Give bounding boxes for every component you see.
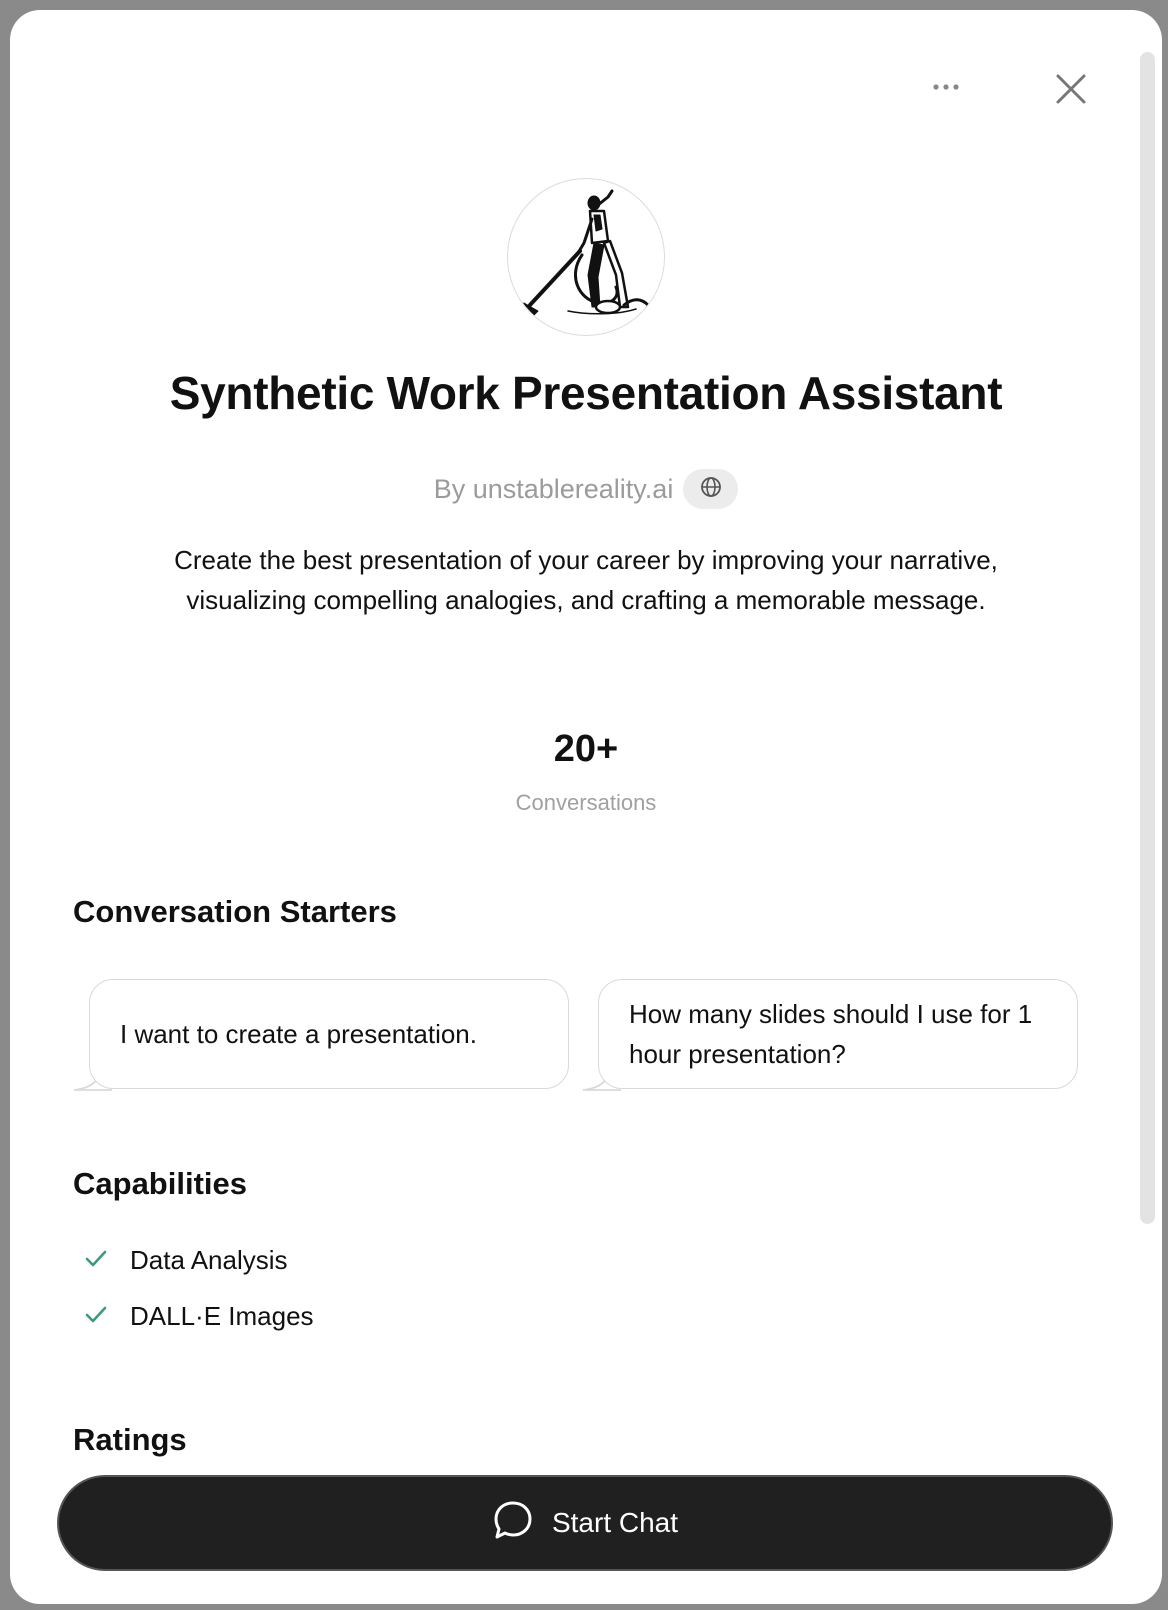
chat-bubble-icon xyxy=(492,1499,534,1548)
scrollbar-thumb[interactable] xyxy=(1140,52,1155,1224)
gpt-description: Create the best presentation of your career by improving your narrative, visualizing compelling analogies, and crafting a memorable message. xyxy=(174,545,998,615)
conversation-count-label: Conversations xyxy=(515,790,657,815)
vacuum-worker-icon xyxy=(508,179,665,336)
check-icon xyxy=(84,1245,108,1276)
author-byline xyxy=(10,469,1162,509)
ellipsis-icon xyxy=(932,78,960,96)
capability-label: DALL·E Images xyxy=(130,1301,314,1331)
check-icon xyxy=(84,1301,108,1332)
capability-label: Data Analysis xyxy=(130,1245,288,1275)
capability-item xyxy=(84,1301,314,1332)
conversation-starter-2[interactable] xyxy=(598,979,1078,1089)
author-website-badge[interactable] xyxy=(683,469,738,509)
gpt-avatar xyxy=(507,178,665,336)
close-button[interactable] xyxy=(1046,66,1096,116)
conversation-starter-1[interactable] xyxy=(89,979,569,1089)
conversation-count: 20+ xyxy=(553,728,619,770)
gpt-detail-modal xyxy=(10,10,1162,1604)
author-name[interactable]: By unstablereality.ai xyxy=(433,473,674,504)
conversation-starter-1-text: I want to create a presentation. xyxy=(120,1019,477,1049)
globe-icon xyxy=(700,476,722,503)
conversation-starters-heading: Conversation Starters xyxy=(73,894,397,929)
start-chat-button[interactable] xyxy=(57,1475,1113,1571)
close-icon xyxy=(1055,73,1087,110)
gpt-title: Synthetic Work Presentation Assistant xyxy=(169,367,1003,419)
capabilities-heading: Capabilities xyxy=(73,1166,247,1201)
start-chat-label: Start Chat xyxy=(551,1507,679,1538)
conversation-starter-2-text: How many slides should I use for 1 hour presentation? xyxy=(629,999,1033,1069)
more-options-button[interactable] xyxy=(919,70,973,104)
ratings-heading: Ratings xyxy=(73,1422,187,1457)
capability-item xyxy=(84,1245,288,1276)
